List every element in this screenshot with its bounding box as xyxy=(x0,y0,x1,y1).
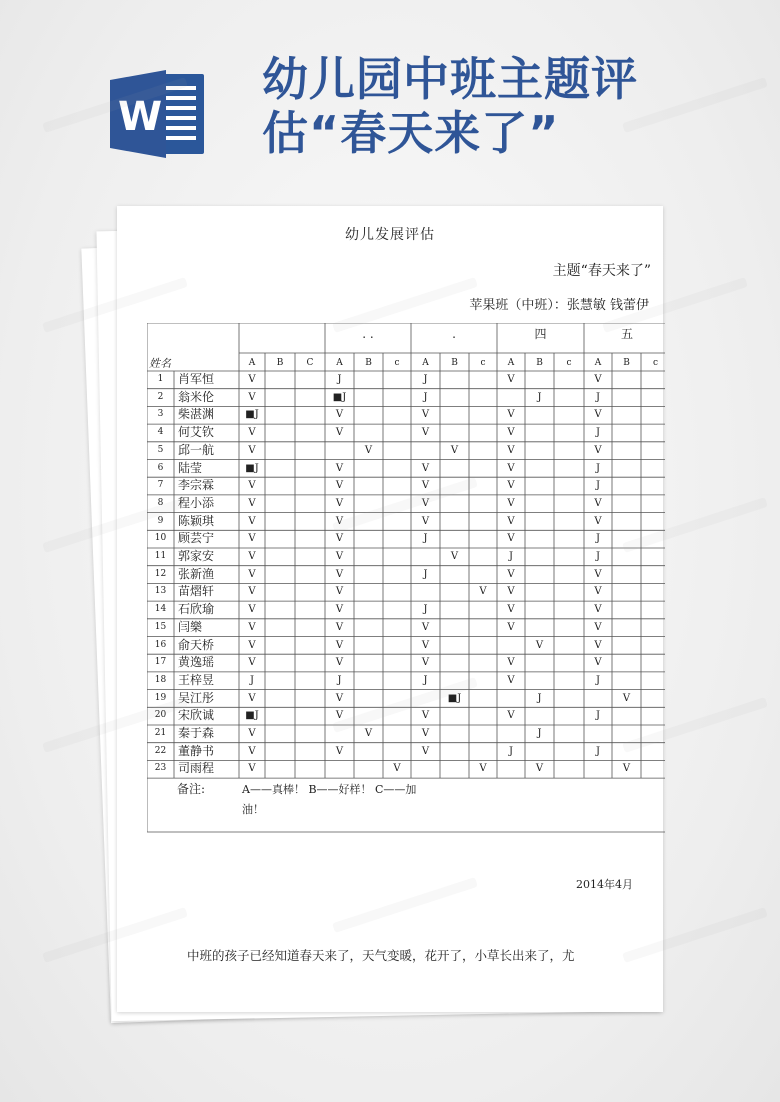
grade-mark: V xyxy=(335,462,344,474)
grade-mark: J xyxy=(508,551,513,562)
grade-column-header: c xyxy=(480,358,486,368)
grade-mark: V xyxy=(622,692,631,704)
grade-mark: V xyxy=(421,515,430,527)
grade-mark: V xyxy=(248,604,256,616)
grade-mark: V xyxy=(421,409,430,421)
student-name: 翁米伦 xyxy=(178,389,215,404)
grade-mark: V xyxy=(594,639,602,651)
student-name: 郭家安 xyxy=(178,549,215,563)
grade-mark: V xyxy=(248,763,256,775)
grade-mark: V xyxy=(507,409,515,421)
grade-mark: ■J xyxy=(447,692,462,704)
grade-mark: V xyxy=(507,427,515,439)
grade-mark: V xyxy=(507,621,515,633)
grade-mark: V xyxy=(248,745,256,757)
grade-mark: V xyxy=(450,551,459,562)
grade-mark: V xyxy=(335,604,344,616)
grade-mark: V xyxy=(248,374,256,385)
grade-column-header: B xyxy=(276,358,284,368)
grade-mark: J xyxy=(595,480,600,492)
grade-mark: V xyxy=(248,639,256,651)
grade-column-header: B xyxy=(623,358,630,368)
row-number: 21 xyxy=(154,728,167,738)
banner-title-line1: 幼儿园中班主题评 xyxy=(262,52,638,106)
grade-mark: V xyxy=(248,657,256,669)
row-number: 11 xyxy=(154,551,167,561)
grade-mark: V xyxy=(335,621,344,633)
word-document-icon xyxy=(110,68,206,160)
grade-mark: V xyxy=(335,497,344,509)
grade-mark: J xyxy=(595,533,600,545)
grade-mark: J xyxy=(423,674,428,686)
student-name: 宋欣诚 xyxy=(178,708,215,723)
grade-mark: V xyxy=(507,480,515,492)
grade-mark: V xyxy=(335,427,344,439)
row-number: 3 xyxy=(157,409,164,420)
grade-mark: J xyxy=(423,374,428,385)
row-number: 23 xyxy=(154,763,167,774)
grade-mark: V xyxy=(335,533,344,545)
grade-mark: V xyxy=(594,409,602,421)
document-theme: 主题“春天来了” xyxy=(552,263,651,279)
grade-mark: V xyxy=(335,657,344,669)
evaluation-table xyxy=(147,323,664,832)
document-paragraph: 中班的孩子已经知道春天来了，天气变暖，花开了，小草长出来了，尤 xyxy=(187,948,575,963)
grade-mark: V xyxy=(594,444,602,456)
grade-mark: V xyxy=(421,621,430,633)
grade-mark: V xyxy=(421,427,430,439)
row-number: 5 xyxy=(157,444,164,455)
grade-column-header: C xyxy=(306,358,314,368)
grade-mark: J xyxy=(423,533,428,545)
grade-mark: V xyxy=(479,586,487,598)
grade-mark: V xyxy=(335,692,344,704)
row-number: 6 xyxy=(157,462,164,473)
grade-mark: V xyxy=(507,533,515,545)
grade-mark: V xyxy=(248,497,256,509)
grade-mark: V xyxy=(507,515,515,527)
student-name: 吴江彤 xyxy=(178,690,215,705)
grade-mark: V xyxy=(594,621,602,633)
row-number: 1 xyxy=(157,374,164,384)
grade-mark: V xyxy=(364,444,373,456)
row-number: 12 xyxy=(154,568,167,579)
svg-text:W: W xyxy=(118,94,163,140)
student-name: 邱一航 xyxy=(178,442,215,457)
grade-mark: V xyxy=(248,480,256,492)
grade-mark: V xyxy=(248,533,256,545)
grade-mark: V xyxy=(335,515,344,527)
grade-column-header: c xyxy=(566,358,572,368)
banner-title xyxy=(262,52,732,160)
grade-mark: V xyxy=(335,745,344,757)
grade-mark: V xyxy=(594,374,602,385)
grade-mark: V xyxy=(450,444,459,456)
grade-mark: V xyxy=(507,374,515,385)
grade-mark: V xyxy=(594,604,602,616)
grade-mark: V xyxy=(248,692,256,704)
grade-mark: V xyxy=(364,728,373,739)
student-name: 何艾钦 xyxy=(178,425,215,440)
grade-column-header: c xyxy=(394,358,400,368)
grade-mark: V xyxy=(507,497,515,509)
student-name: 肖军恒 xyxy=(178,372,215,386)
student-name: 石欣瑜 xyxy=(178,602,215,617)
student-name: 黄逸瑶 xyxy=(178,655,215,670)
grade-mark: J xyxy=(337,374,342,385)
grade-mark: J xyxy=(595,710,600,722)
student-name: 李宗霖 xyxy=(178,478,215,493)
grade-mark: V xyxy=(421,728,430,739)
grade-mark: V xyxy=(335,710,344,722)
grade-mark: V xyxy=(335,586,344,598)
grade-mark: J xyxy=(337,674,342,686)
name-column-header: 姓名 xyxy=(149,357,171,370)
row-number: 8 xyxy=(157,497,164,508)
grade-mark: J xyxy=(508,745,513,757)
row-number: 15 xyxy=(154,621,167,632)
grade-mark: V xyxy=(421,639,430,651)
group-header: . . xyxy=(362,327,374,341)
grade-mark: J xyxy=(595,391,600,403)
grade-mark: V xyxy=(507,586,515,598)
note-line: A——真棒！ B——好样！ C——加 xyxy=(242,783,417,797)
grade-mark: V xyxy=(248,391,256,403)
grade-mark: J xyxy=(595,674,600,686)
grade-mark: V xyxy=(535,763,544,775)
row-number: 14 xyxy=(154,604,167,615)
row-number: 7 xyxy=(157,480,164,491)
grade-mark: J xyxy=(423,604,428,616)
grade-column-header: B xyxy=(451,358,458,368)
grade-mark: V xyxy=(335,480,344,492)
grade-mark: J xyxy=(537,728,542,739)
student-name: 程小添 xyxy=(178,495,215,510)
grade-mark: V xyxy=(594,586,602,598)
row-number: 10 xyxy=(154,533,167,544)
grade-mark: V xyxy=(421,745,430,757)
grade-mark: J xyxy=(423,391,428,403)
student-name: 陈颖琪 xyxy=(178,513,215,528)
row-number: 22 xyxy=(154,745,167,756)
row-number: 19 xyxy=(154,692,167,703)
grade-mark: V xyxy=(507,568,515,580)
document-title: 幼儿发展评估 xyxy=(345,227,435,243)
grade-mark: V xyxy=(248,728,256,739)
grade-mark: V xyxy=(479,763,487,775)
grade-mark: ■J xyxy=(245,409,259,421)
grade-mark: V xyxy=(421,497,430,509)
grade-column-header: A xyxy=(507,358,515,368)
grade-mark: V xyxy=(507,710,515,722)
grade-mark: V xyxy=(335,639,344,651)
row-number: 17 xyxy=(154,657,167,668)
note-label: 备注: xyxy=(177,782,206,797)
grade-mark: ■J xyxy=(332,391,347,403)
student-name: 秦于森 xyxy=(178,726,215,740)
grade-mark: V xyxy=(594,568,602,580)
grade-column-header: B xyxy=(536,358,543,368)
document-page xyxy=(117,206,663,1012)
grade-mark: V xyxy=(421,480,430,492)
student-name: 张新渔 xyxy=(178,566,215,581)
grade-mark: V xyxy=(248,427,256,439)
grade-mark: V xyxy=(507,657,515,669)
grade-mark: V xyxy=(421,657,430,669)
grade-mark: V xyxy=(248,444,256,456)
grade-mark: V xyxy=(507,444,515,456)
grade-mark: V xyxy=(248,621,256,633)
row-number: 2 xyxy=(157,391,164,402)
grade-column-header: A xyxy=(336,358,343,368)
note-text xyxy=(242,780,416,820)
row-number: 13 xyxy=(154,586,167,597)
student-name: 司雨程 xyxy=(178,761,215,776)
grade-column-header: A xyxy=(594,358,602,368)
grade-mark: J xyxy=(249,674,254,686)
student-name: 顾芸宁 xyxy=(178,531,215,546)
student-name: 董静书 xyxy=(178,743,215,758)
grade-mark: V xyxy=(535,639,544,651)
grade-column-header: A xyxy=(422,358,429,368)
grade-column-header: A xyxy=(248,358,256,368)
grade-mark: V xyxy=(507,604,515,616)
grade-mark: J xyxy=(595,462,600,474)
banner-title-line2: 估“春天来了” xyxy=(262,106,560,160)
student-name: 闫樂 xyxy=(178,619,203,634)
student-name: 柴湛渊 xyxy=(178,407,215,422)
grade-mark: V xyxy=(335,568,344,580)
row-number: 9 xyxy=(157,515,164,526)
student-name: 陆莹 xyxy=(178,460,203,475)
grade-mark: V xyxy=(335,409,344,421)
grade-mark: J xyxy=(537,391,542,403)
grade-mark: V xyxy=(248,586,256,598)
grade-mark: V xyxy=(393,763,401,775)
grade-mark: V xyxy=(594,497,602,509)
group-header: 五 xyxy=(620,327,633,341)
grade-mark: V xyxy=(507,462,515,474)
row-number: 16 xyxy=(154,639,167,650)
grade-column-header: B xyxy=(365,358,372,368)
row-number: 20 xyxy=(154,710,167,721)
grade-mark: J xyxy=(595,745,600,757)
grade-mark: V xyxy=(594,657,602,669)
grade-mark: ■J xyxy=(245,462,259,474)
grade-mark: V xyxy=(622,763,631,775)
grade-mark: J xyxy=(595,551,600,562)
grade-mark: J xyxy=(537,692,542,704)
row-number: 18 xyxy=(154,674,167,685)
grade-mark: ■J xyxy=(245,710,259,722)
grade-mark: V xyxy=(594,515,602,527)
document-date: 2014年4月 xyxy=(576,878,633,891)
grade-mark: V xyxy=(507,674,515,686)
grade-mark: J xyxy=(423,568,428,580)
note-line: 油！ xyxy=(242,803,264,817)
grade-mark: V xyxy=(421,710,430,722)
grade-column-header: c xyxy=(652,358,659,368)
student-name: 王梓昱 xyxy=(178,672,215,687)
grade-mark: V xyxy=(248,515,256,527)
grade-mark: V xyxy=(421,462,430,474)
grade-mark: V xyxy=(335,551,344,562)
group-header: . xyxy=(452,327,456,341)
group-header: 四 xyxy=(534,327,547,341)
document-class-info: 苹果班（中班）：张慧敏 钱蕾伊 xyxy=(469,298,649,313)
grade-mark: V xyxy=(248,568,256,580)
group-header xyxy=(239,325,325,343)
grade-mark: J xyxy=(595,427,600,439)
student-name: 俞天桥 xyxy=(178,637,215,652)
grade-mark: V xyxy=(248,551,256,562)
student-name: 苗熠轩 xyxy=(178,584,215,599)
row-number: 4 xyxy=(157,427,164,438)
